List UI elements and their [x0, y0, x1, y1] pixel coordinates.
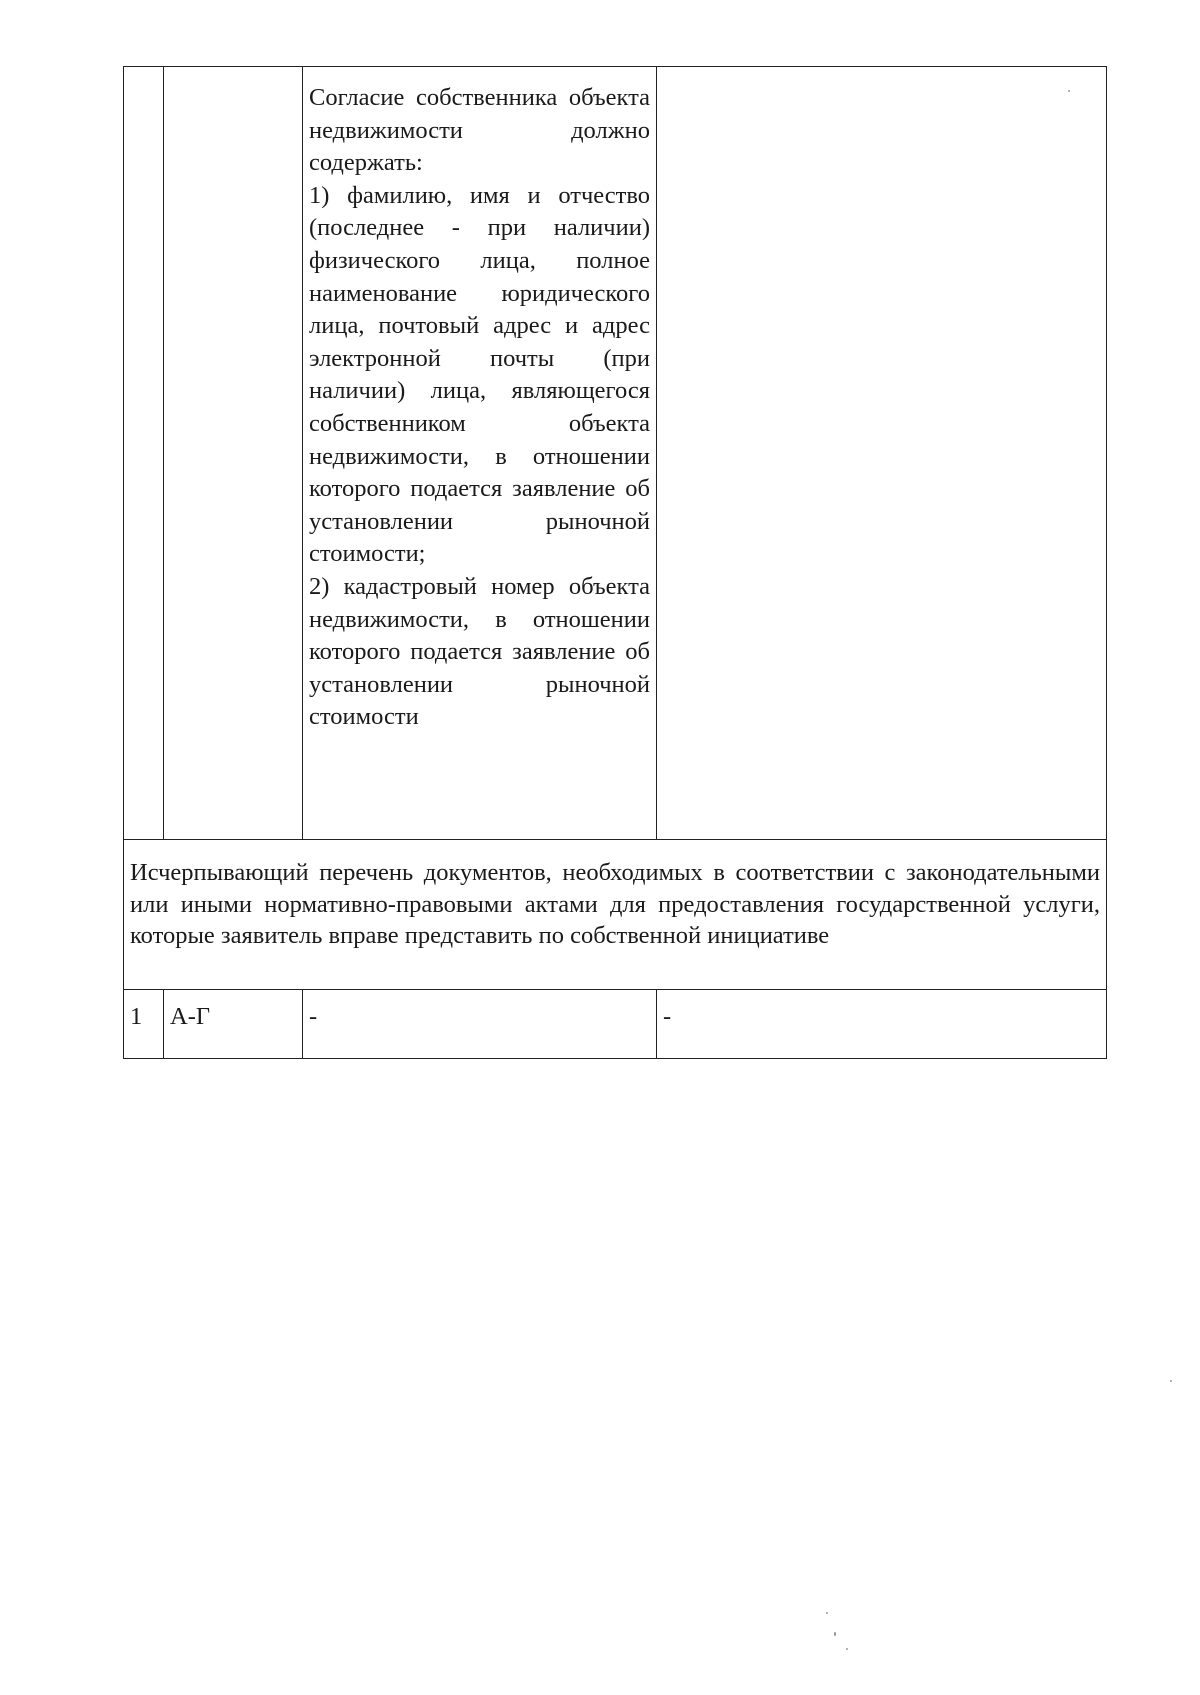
document-table [123, 66, 1107, 1059]
section-heading: Исчерпывающий перечень документов, необходимых в соответствии с законодательными или иными нормативно-правовыми актами для предоставления государственной услуги, которые заявитель вправе представить по собственной инициативе [124, 840, 1107, 990]
cell-number: 1 [124, 990, 164, 1059]
cell-requirements [303, 67, 657, 840]
scan-speck [1170, 1380, 1172, 1382]
cell-document: - [303, 990, 657, 1059]
cell-number-empty [124, 67, 164, 840]
table-row-section-heading [124, 840, 1107, 990]
cell-code: А-Г [164, 990, 303, 1059]
scan-speck [834, 1632, 836, 1636]
requirements-text [303, 67, 656, 742]
requirement-paragraph-1: 1) фамилию, имя и отчество (последнее - при наличии) физического лица, полное наименование юридического лица, почтовый адрес и адрес электронной почты (при наличии) лица, являющегося собственником объекта недвижимости, в отношении которого подается заявление об установлении рыночной стоимости; [309, 181, 650, 568]
table-row [124, 990, 1107, 1059]
scan-speck [846, 1648, 848, 1650]
cell-note-empty [657, 67, 1107, 840]
requirement-paragraph-intro: Согласие собственника объекта недвижимости должно содержать: [309, 84, 650, 177]
cell-code-empty [164, 67, 303, 840]
cell-note: - [657, 990, 1107, 1059]
requirement-paragraph-2: 2) кадастровый номер объекта недвижимости, в отношении которого подается заявление об установлении рыночной стоимости [309, 572, 650, 731]
scan-speck [826, 1612, 828, 1614]
table-row-consent [124, 67, 1107, 840]
scan-speck [1068, 90, 1070, 92]
